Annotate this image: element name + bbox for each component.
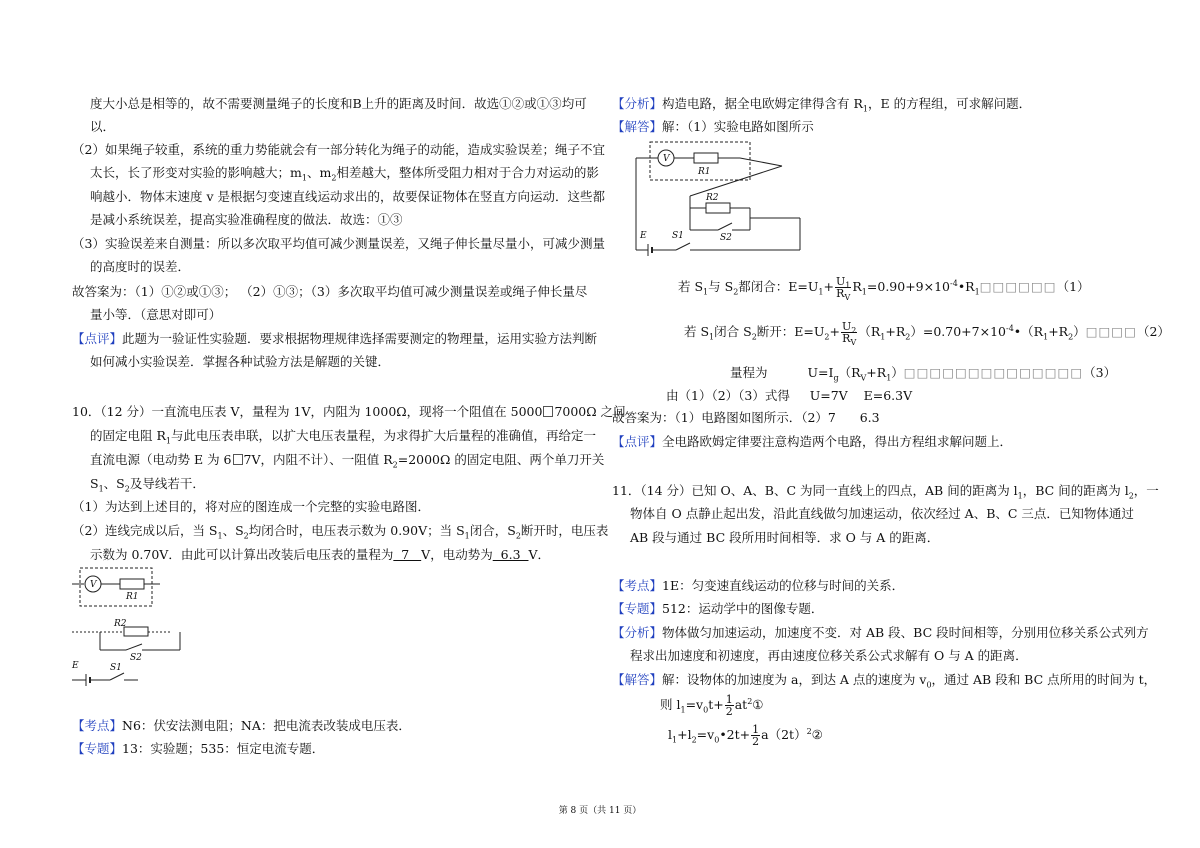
text-line: 的固定电阻 $R_1$与此电压表串联，以扩大电压表量程，为求得扩大后量程的准确值，再给定一 [90, 428, 596, 446]
answer-e-label: E [640, 231, 647, 241]
question-circuit-diagram [72, 566, 192, 691]
text-line: 量小等．（意思对即可） [90, 307, 222, 322]
text-line: 太长，长了形变对实验的影响越大；$m_1$、$m_2$相差越大，整体所受阻力相对于合力对运动的影 [90, 165, 599, 183]
answer-r2-label: R2 [706, 193, 719, 203]
text-line: （2）连线完成以后，当 $S_1$、$S_2$均闭合时，电压表示数为 0.90V；当 $S_1$闭合，$S_2$断开时，电压表 [72, 523, 609, 541]
zhuanti-line: 【专题】512：运动学中的图像专题． [612, 601, 824, 616]
text-line: 示数为 0.70V．由此可以计算出改装后电压表的量程为 7 V，电动势为 6.3 V． [90, 547, 551, 562]
text-line: 故答案为：（1）①②或①③； （2）①③；（3）多次取平均值可减少测量误差或绳子伸长量尽 [72, 284, 588, 299]
kaodian-line: 【考点】1E：匀变速直线运动的位移与时间的关系． [612, 578, 905, 593]
comment-tag: 【点评】 [612, 434, 663, 449]
jieda-line: 【解答】解：设物体的加速度为 a，到达 A 点的速度为 $v_0$，通过 AB 段和 BC 点所用的时间为 t， [612, 672, 1157, 690]
fraction-half: $\frac{1}{2}$ [725, 693, 733, 718]
jieda-tag: 【解答】 [612, 119, 663, 134]
zhuanti-tag: 【专题】 [612, 601, 663, 616]
e-label: E [72, 661, 79, 671]
r2-label: R2 [114, 619, 127, 629]
text-line: 度大小总是相等的，故不需要测量绳子的长度和B上升的距离及时间．故选①②或①③均可 [90, 96, 587, 111]
text-line: $S_1$、$S_2$及导线若干． [90, 476, 205, 494]
answer-line: 故答案为：（1）电路图如图所示．（2）7 6.3 [612, 410, 880, 425]
kaodian-line: 【考点】N6：伏安法测电阻；NA：把电流表改装成电压表． [72, 718, 411, 733]
text-line: AB 段与通过 BC 段所用时间相等．求 O 与 A 的距离． [630, 530, 940, 545]
text-line: 程求出加速度和初速度，再由速度位移关系公式求解有 O 与 A 的距离． [630, 648, 1028, 663]
equation-3: 量程为 $U=I_g(R_V+R_1)□□□□□□□□□□□□□□(3)$ [730, 365, 1117, 383]
kaodian-tag: 【考点】 [612, 578, 663, 593]
kaodian-tag: 【考点】 [72, 718, 123, 733]
answer-circuit-diagram [632, 138, 812, 263]
comment-tag: 【点评】 [72, 331, 123, 346]
text-line: （2）如果绳子较重，系统的重力势能就会有一部分转化为绳子的动能，造成实验误差；绳子不宜 [72, 142, 605, 157]
equation-1: 若 $S_1$与 $S_2$都闭合：$E=U_1+$ $\frac{U_1}{R_V}$ $R_1=0.90+9\times 10^{-4}•R_1□□□□□□(1)$ [678, 275, 1090, 303]
text-line: 物体自 O 点静止起出发，沿此直线做匀加速运动，依次经过 A、B、C 三点．已知物体通过 [630, 506, 1134, 521]
zhuanti-tag: 【专题】 [72, 741, 123, 756]
equation-4: 由（1）（2）（3）式得 U=7V E=6.3V [666, 388, 913, 403]
text-line: 的高度时的误差． [90, 259, 191, 274]
jieda-line: 【解答】解：（1）实验电路如图所示 [612, 119, 814, 134]
answer-s1-label: S1 [672, 231, 684, 241]
step-1: 则 $l_1=v_0t+$ $\frac{1}{2}$ $at^2①$ [660, 693, 764, 718]
fraction: $\frac{U_2}{R_V}$ [842, 320, 857, 348]
s1-label: S1 [110, 663, 122, 673]
answer-range: 7 [393, 547, 422, 562]
question-10-line: 10．（12 分）一直流电压表 V，量程为 1V，内阻为 1000Ω，现将一个阻值在 5000 7000Ω 之间 [72, 404, 626, 419]
fenxi-tag: 【分析】 [612, 96, 663, 111]
page-footer: 第 8 页（共 11 页） [558, 806, 642, 816]
text-line: 直流电源（电动势 E 为 6 7V，内阻不计）、一阻值 $R_2=2000\Omega$ 的固定电阻、两个单刀开关 [90, 452, 605, 470]
text-line: （1）为达到上述目的，将对应的图连成一个完整的实验电路图． [72, 499, 430, 514]
r1-label: R1 [126, 592, 139, 602]
answer-voltmeter-label: V [663, 154, 670, 164]
fraction: $\frac{U_1}{R_V}$ [836, 275, 851, 303]
answer-s2-label: S2 [720, 233, 732, 243]
fenxi-tag: 【分析】 [612, 625, 663, 640]
text-line: 以． [90, 119, 116, 134]
jieda-tag: 【解答】 [612, 672, 663, 687]
equation-2: 若 $S_1$闭合 $S_2$断开：$E=U_2+$ $\frac{U_2}{R_V}$ $(R_1+R_2)=0.70+7\times 10^{-4}•(R_1+R_2)□□□□(2)$ [684, 320, 1170, 348]
voltmeter-label: V [90, 580, 97, 590]
answer-emf: 6.3 [492, 547, 529, 562]
text-line: 如何减小实验误差．掌握各种试验方法是解题的关键． [90, 354, 391, 369]
zhuanti-line: 【专题】13：实验题；535：恒定电流专题． [72, 741, 325, 756]
text-line: 是减小系统误差，提高实验准确程度的做法．故选：①③ [90, 212, 403, 227]
answer-r1-label: R1 [698, 167, 711, 177]
s2-label: S2 [130, 653, 142, 663]
step-2: $l_1+l_2=v_0•2t+$ $\frac{1}{2}$ $a(2t)^2②$ [668, 723, 823, 748]
comment-line: 【点评】此题为一验证性实验题．要求根据物理规律选择需要测定的物理量，运用实验方法判断 [72, 331, 598, 346]
question-11-line: 11．（14 分）已知 O、A、B、C 为同一直线上的四点，AB 间的距离为 $l_1$，BC 间的距离为 $l_2$，一 [612, 483, 1159, 501]
comment-line: 【点评】全电路欧姆定律要注意构造两个电路，得出方程组求解问题上． [612, 434, 1013, 449]
text-line: （3）实验误差来自测量：所以多次取平均值可减少测量误差，又绳子伸长量尽量小，可减少测量 [72, 236, 605, 251]
fenxi-line: 【分析】物体做匀加速运动，加速度不变．对 AB 段、BC 段时间相等，分别用位移关系公式列方 [612, 625, 1149, 640]
fraction-half: $\frac{1}{2}$ [752, 723, 760, 748]
fenxi-line: 【分析】构造电路，据全电欧姆定律得含有 $R_1$，E 的方程组，可求解问题． [612, 96, 1032, 114]
text-line: 响越小．物体末速度 v 是根据匀变速直线运动求出的，故要保证物体在竖直方向运动．这些都 [90, 189, 606, 204]
